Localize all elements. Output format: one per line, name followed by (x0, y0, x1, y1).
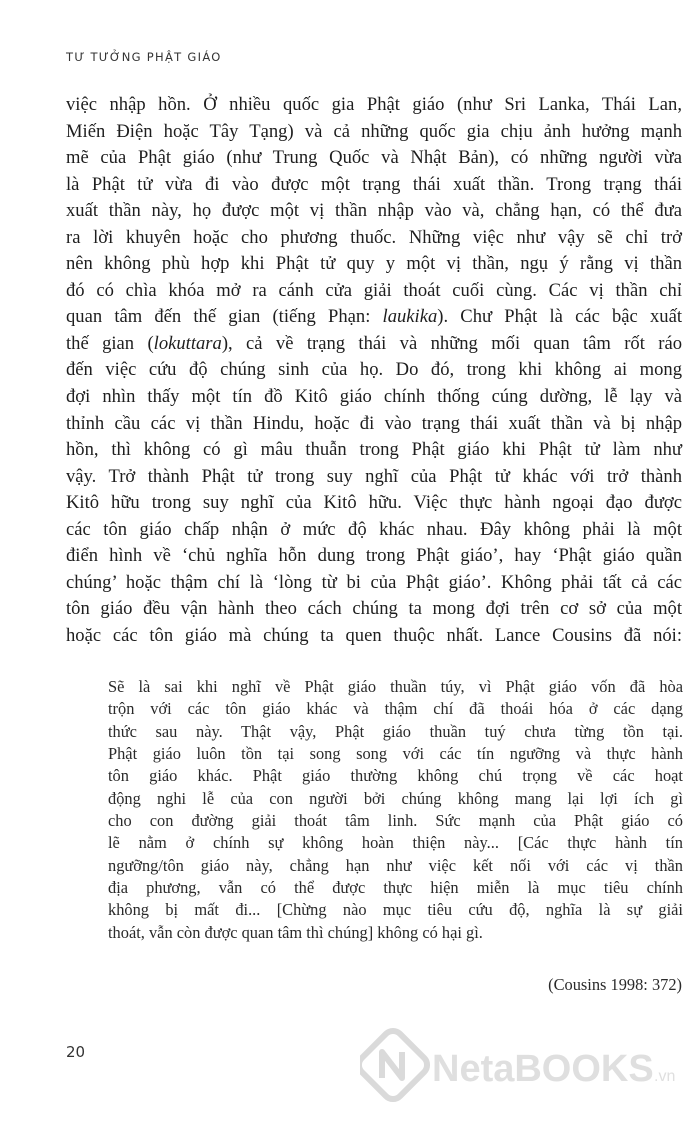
italic-term: laukika (382, 306, 438, 328)
watermark-text: NetaBOOKS (432, 1048, 654, 1090)
body-text-run: thỉnh cầu các vị thần Hindu, hoặc đi vào trạng thái xuất thần và bị nhập (66, 412, 682, 434)
body-text-run: vậy. Trở thành Phật tử trong suy nghĩ của Phật tử khác với trở thành (66, 465, 682, 487)
body-line (66, 304, 682, 331)
body-text-run: ). Chư Phật là các bậc xuất (437, 306, 682, 328)
body-text-run: hồn, thì không có gì mâu thuẫn trong Phật giáo khi Phật tử làm như (66, 439, 682, 461)
body-line (66, 331, 682, 358)
body-text-run: đợi nhìn thấy một tín đồ Kitô giáo chính thống cúng dường, lễ lạy và (66, 386, 682, 408)
watermark-suffix: .vn (654, 1068, 676, 1085)
body-text-run: đến việc cứu độ chúng sinh của họ. Do đó, trong khi không ai mong (66, 359, 682, 381)
body-line (66, 119, 682, 146)
body-line (66, 596, 682, 623)
body-line (66, 411, 682, 438)
quote-line: ngưỡng/tôn giáo này, chẳng hạn như việc kết nối với các vị thần (108, 855, 683, 875)
block-quote (108, 676, 683, 944)
body-line (66, 225, 682, 252)
body-line (66, 517, 682, 544)
body-text-run: đó có chìa khóa mở ra cánh cửa giải thoát cuối cùng. Các vị thần chỉ (66, 279, 682, 301)
body-line (66, 384, 682, 411)
body-line (66, 570, 682, 597)
running-head: TƯ TƯỞNG PHẬT GIÁO (66, 50, 222, 64)
quote-line: tôn giáo khác. Phật giáo thường không chú trọng về các hoạt (108, 766, 683, 786)
quote-line: thoát, vẫn còn được quan tâm thì chúng] không có hại gì. (108, 922, 483, 942)
body-line (66, 357, 682, 384)
quote-line: địa phương, vẫn có thể được thực hiện miễn là mục tiêu chính (108, 878, 683, 898)
body-line (66, 172, 682, 199)
body-line (66, 437, 682, 464)
body-line (66, 623, 682, 650)
quote-line: Phật giáo luôn tồn tại song song với các tín ngưỡng và thực hành (108, 744, 683, 764)
quote-line: Sẽ là sai khi nghĩ về Phật giáo thuần túy, vì Phật giáo vốn đã hòa (108, 677, 683, 696)
body-line (66, 490, 682, 517)
body-paragraph (66, 92, 682, 649)
body-line (66, 543, 682, 570)
body-text-run: xuất thần này, họ được một vị thần nhập vào và, chẳng hạn, có thể đưa (66, 200, 682, 222)
quote-line: cho con đường giải thoát tâm linh. Sức mạnh của Phật giáo có (108, 811, 683, 831)
body-text-run: là Phật tử vừa đi vào được một trạng thái xuất thần. Trong trạng thái (66, 173, 682, 195)
body-text-run: thế gian ( (66, 332, 154, 354)
body-text-run: điển hình về ‘chủ nghĩa hỗn dung trong Phật giáo’, hay ‘Phật giáo quần (66, 545, 682, 567)
quote-line: động nghi lễ của con người bởi chúng không mang lại lợi ích gì (108, 788, 683, 808)
body-line (66, 464, 682, 491)
body-line (66, 145, 682, 172)
body-text-run: việc nhập hồn. Ở nhiều quốc gia Phật giáo (như Sri Lanka, Thái Lan, (66, 94, 682, 115)
body-line (66, 198, 682, 225)
quote-line: thức sau này. Thật vậy, Phật giáo thuần tuý chưa từng tồn tại. (108, 721, 683, 741)
body-line (66, 251, 682, 278)
body-line (66, 92, 682, 119)
body-text-run: ), cả về trạng thái và những mối quan tâm rốt ráo (221, 332, 682, 354)
body-text-run: hoặc các tôn giáo mà chúng ta quen thuộc nhất. Lance Cousins đã nói: (66, 624, 682, 646)
body-text-run: nên không phù hợp khi Phật tử quy y một vị thần, ngụ ý rằng vị thần (66, 253, 682, 275)
body-line (66, 278, 682, 305)
netabooks-watermark-logo (360, 1026, 690, 1106)
page-number: 20 (66, 1043, 86, 1061)
body-text-run: mẽ của Phật giáo (như Trung Quốc và Nhật Bản), có những người vừa (66, 147, 682, 169)
body-text-run: chúng’ hoặc thậm chí là ‘lòng từ bi của Phật giáo’. Không phải tất cả các (66, 571, 682, 593)
body-text-run: ra lời khuyên hoặc cho phương thuốc. Những việc như vậy sẽ chỉ trở (66, 226, 682, 248)
body-text-run: Kitô hữu trong suy nghĩ của Kitô hữu. Việc thực hành ngoại đạo được (66, 492, 682, 514)
quote-line: không bị mất đi... [Chừng nào mục tiêu cứu độ, nghĩa là sự giải (108, 900, 683, 920)
body-text-run: Miến Điện hoặc Tây Tạng) và cả những quốc gia chịu ảnh hưởng mạnh (66, 120, 682, 142)
quote-line: lẽ nằm ở chính sự không hoàn thiện này... [Các thực hành tín (108, 833, 683, 853)
body-text-run: quan tâm đến thế gian (tiếng Phạn: (66, 306, 383, 328)
quote-citation: (Cousins 1998: 372) (548, 975, 682, 994)
body-text-run: các tôn giáo chấp nhận ở mức độ khác nhau. Đây không phải là một (66, 518, 682, 540)
italic-term: lokuttara (153, 332, 222, 354)
quote-line: trộn với các tôn giáo khác và thậm chí đã thoái hóa ở các dạng (108, 699, 683, 719)
body-text-run: tôn giáo đều vận hành theo cách chúng ta mong đợi trên cơ sở của một (66, 598, 682, 620)
